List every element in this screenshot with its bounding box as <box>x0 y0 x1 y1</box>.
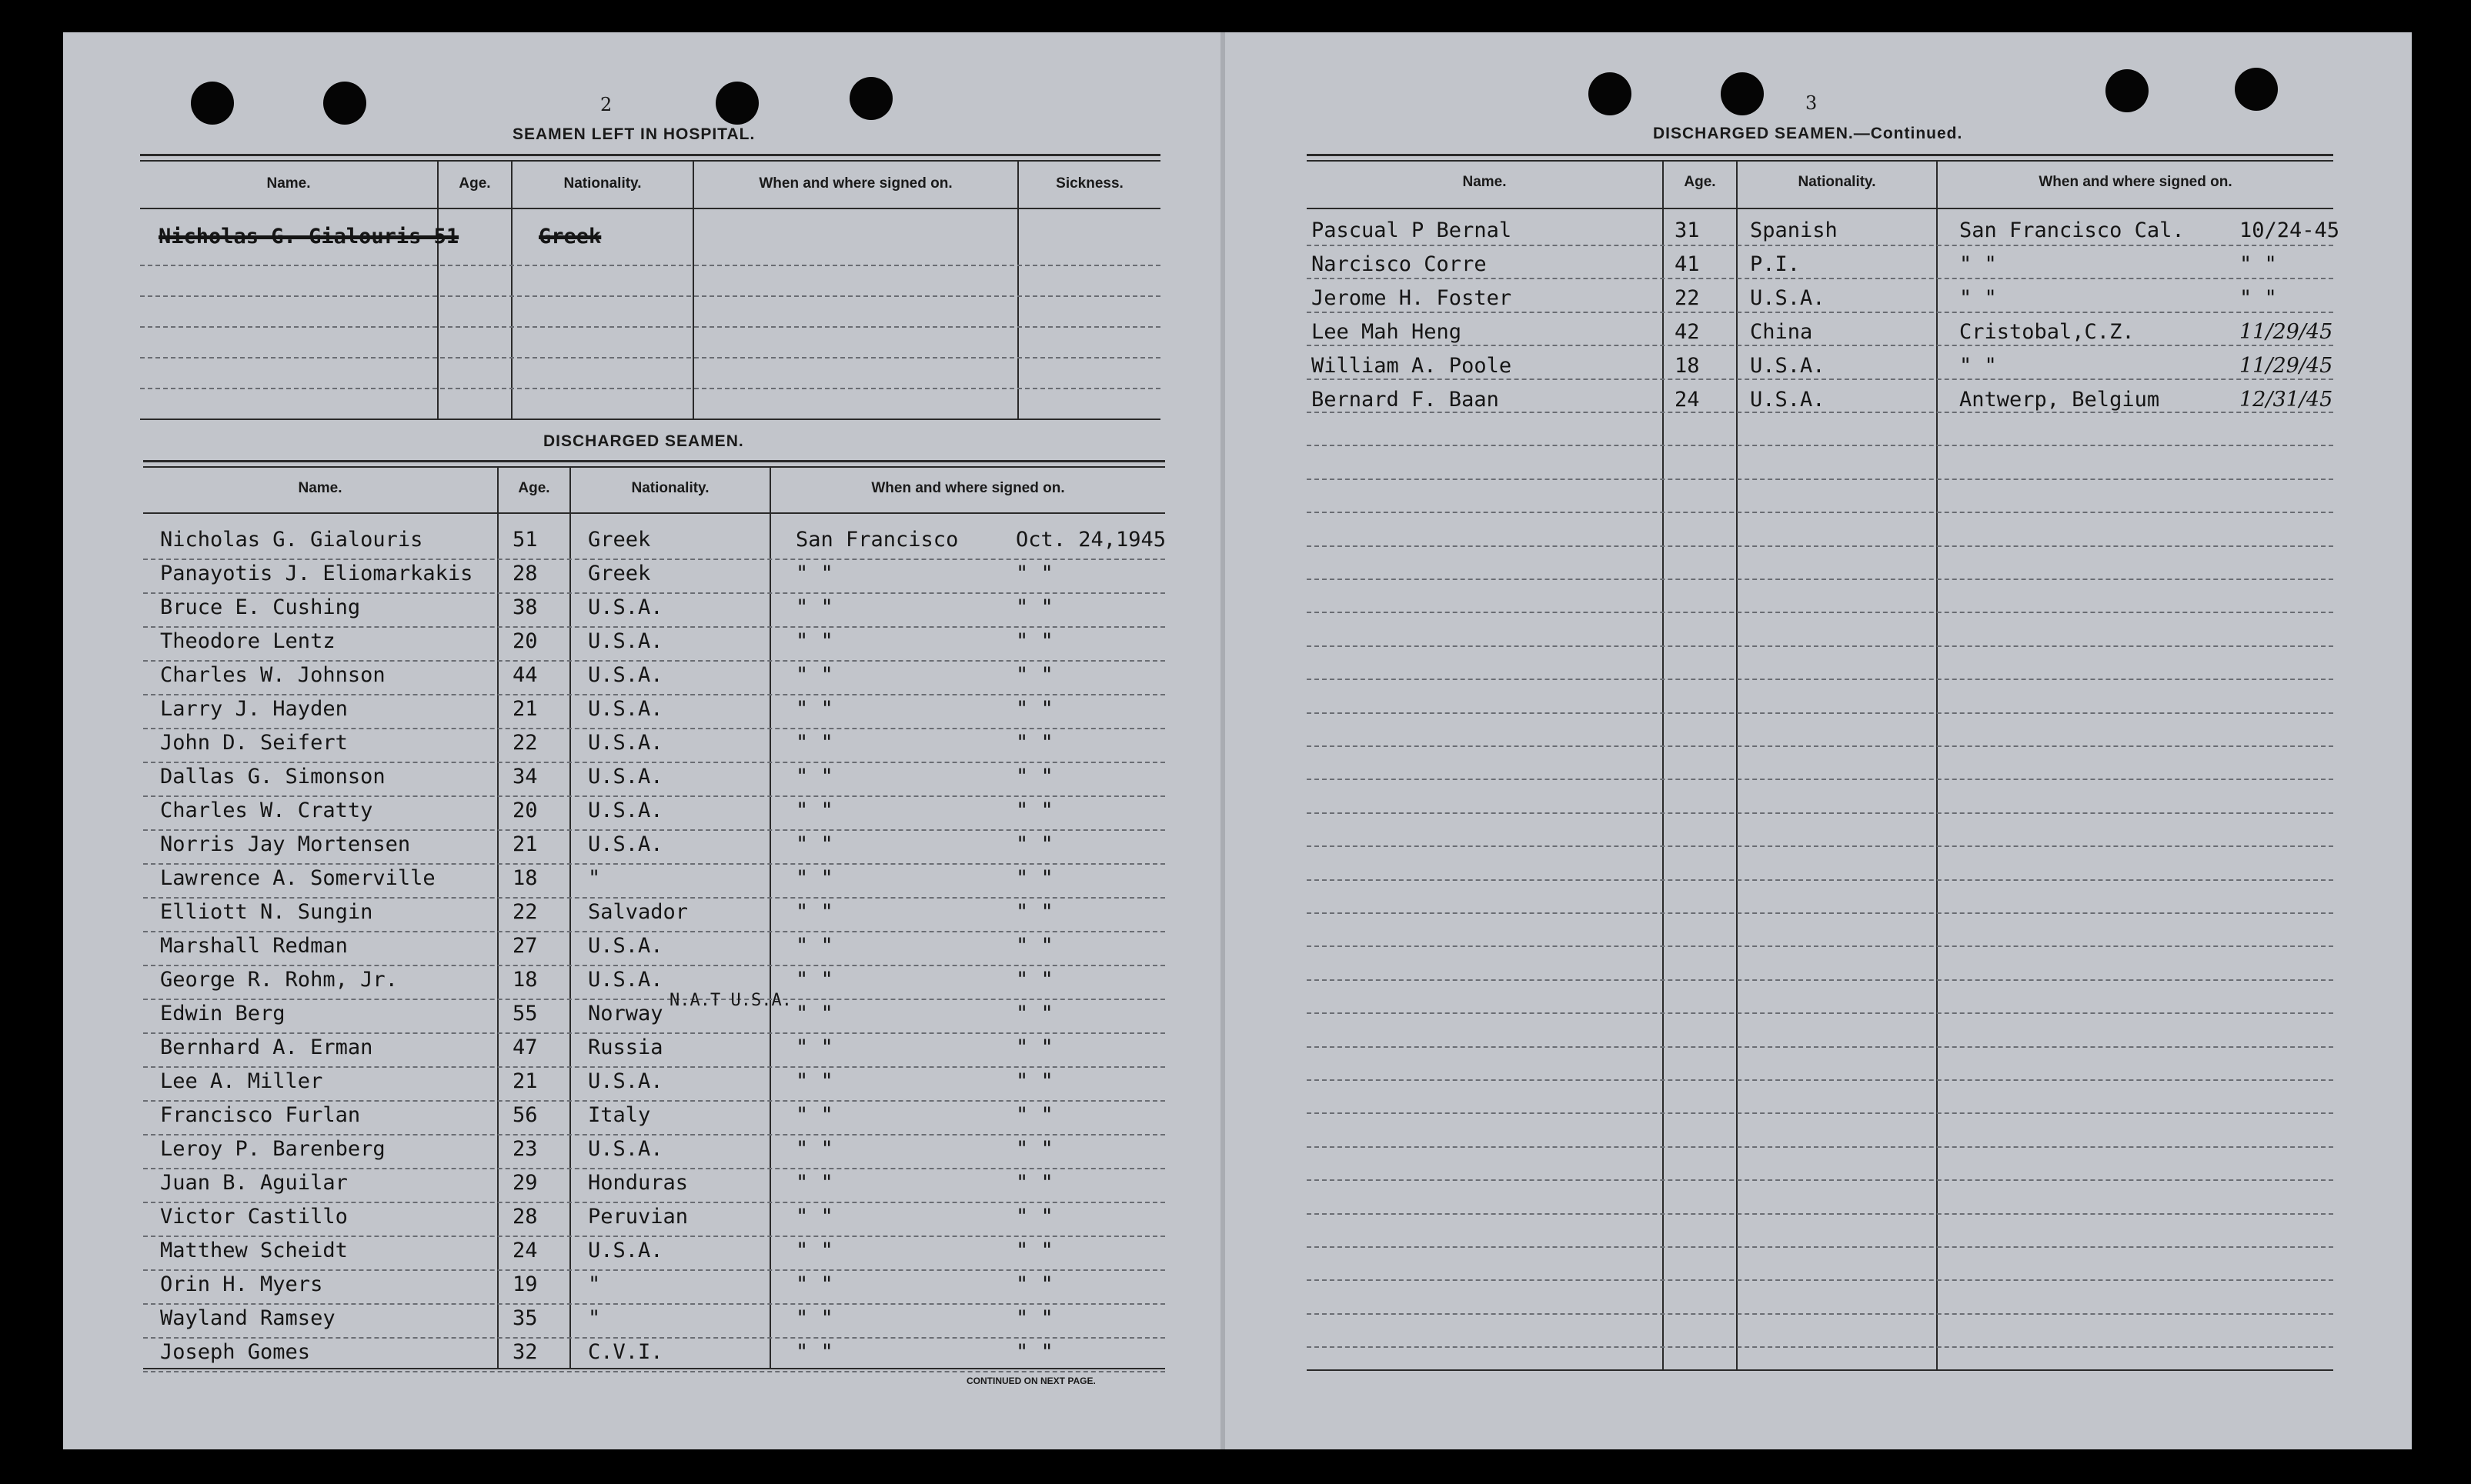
ruling <box>1307 1246 2333 1248</box>
seaman-age: 28 <box>513 1205 538 1229</box>
punch-hole <box>1721 72 1764 115</box>
seaman-signed-place: " " <box>796 1035 833 1059</box>
seaman-age: 56 <box>513 1103 538 1127</box>
punch-hole <box>191 82 234 125</box>
rule <box>143 466 1165 468</box>
ruling <box>143 1134 1165 1136</box>
ruling <box>140 295 1160 297</box>
seaman-signed-date: " " <box>1016 1069 1054 1093</box>
seaman-signed-date: " " <box>1016 900 1054 924</box>
ruling <box>1307 879 2333 881</box>
seaman-nationality: Norway <box>588 1002 663 1025</box>
seaman-name: Nicholas G. Gialouris <box>160 528 423 552</box>
seaman-signed-date: " " <box>1016 1306 1054 1330</box>
ruling <box>1307 1112 2333 1114</box>
seaman-name: Jerome H. Foster <box>1311 286 1512 310</box>
seaman-signed-place: " " <box>796 1171 833 1195</box>
ruling <box>1307 479 2333 480</box>
seaman-name: George R. Rohm, Jr. <box>160 968 398 992</box>
seaman-nationality: U.S.A. <box>588 697 663 721</box>
seaman-name: Lee Mah Heng <box>1311 320 1462 344</box>
hospital-col-nationality: Nationality. <box>563 175 642 192</box>
seaman-signed-place: " " <box>1959 252 1997 276</box>
ruling <box>1307 745 2333 747</box>
seaman-signed-place: San Francisco <box>796 528 959 552</box>
ruling <box>143 1269 1165 1271</box>
seaman-nationality: P.I. <box>1750 252 1801 276</box>
seaman-age: 42 <box>1675 320 1700 344</box>
seaman-signed-date: " " <box>1016 1002 1054 1025</box>
seaman-name: Theodore Lentz <box>160 629 336 653</box>
seaman-signed-place: San Francisco Cal. <box>1959 218 2185 242</box>
ruling <box>143 1371 1165 1372</box>
seaman-name: Orin H. Myers <box>160 1272 323 1296</box>
ruling <box>143 660 1165 662</box>
ruling <box>143 592 1165 594</box>
ruling <box>143 1337 1165 1339</box>
ruling <box>1307 278 2333 279</box>
seaman-signed-place: Antwerp, Belgium <box>1959 388 2160 412</box>
seaman-signed-date: " " <box>1016 731 1054 755</box>
seaman-signed-date: " " <box>1016 595 1054 619</box>
seaman-nationality: Peruvian <box>588 1205 689 1229</box>
rule <box>1307 1369 2333 1371</box>
seaman-name: Juan B. Aguilar <box>160 1171 348 1195</box>
right-col-signed-on: When and where signed on. <box>2039 174 2232 190</box>
seaman-signed-date: " " <box>1016 1205 1054 1229</box>
hospital-col-signed-on: When and where signed on. <box>759 175 953 192</box>
seaman-nationality: " <box>588 1306 601 1330</box>
seaman-age: 32 <box>513 1340 538 1364</box>
seaman-signed-date: 10/24-45 <box>2239 218 2340 242</box>
continued-note: CONTINUED ON NEXT PAGE. <box>967 1376 1096 1386</box>
seaman-name: Narcisco Corre <box>1311 252 1487 276</box>
seaman-nationality: Honduras <box>588 1171 689 1195</box>
discharged-col-age: Age. <box>518 480 550 496</box>
seaman-signed-date: 11/29/45 <box>2239 354 2333 378</box>
seaman-signed-place: " " <box>796 731 833 755</box>
seaman-age: 35 <box>513 1306 538 1330</box>
seaman-signed-date: " " <box>1016 1239 1054 1262</box>
seaman-naturalized-note: N.A.T U.S.A. <box>670 991 792 1010</box>
seaman-signed-place: " " <box>796 866 833 890</box>
seaman-signed-place: " " <box>796 697 833 721</box>
seaman-age: 22 <box>1675 286 1700 310</box>
seaman-signed-place: " " <box>796 1205 833 1229</box>
seaman-name: Matthew Scheidt <box>160 1239 348 1262</box>
seaman-signed-date: " " <box>1016 1137 1054 1161</box>
ruling <box>1307 945 2333 947</box>
ruling <box>1307 579 2333 580</box>
ruling <box>1307 1213 2333 1215</box>
column-divider <box>693 160 694 419</box>
seaman-name: Lawrence A. Somerville <box>160 866 436 890</box>
seaman-age: 20 <box>513 629 538 653</box>
seaman-nationality: " <box>588 1272 601 1296</box>
seaman-age: 51 <box>513 528 538 552</box>
ruling <box>1307 1346 2333 1348</box>
ruling <box>143 999 1165 1000</box>
punch-hole <box>850 77 893 120</box>
seaman-signed-date: " " <box>1016 934 1054 958</box>
ruling <box>143 559 1165 560</box>
ruling <box>140 388 1160 389</box>
rule <box>140 208 1160 209</box>
seaman-signed-place: Cristobal,C.Z. <box>1959 320 2135 344</box>
seaman-name: Charles W. Johnson <box>160 663 386 687</box>
seaman-nationality: U.S.A. <box>588 1137 663 1161</box>
seaman-name: Leroy P. Barenberg <box>160 1137 386 1161</box>
ruling <box>1307 845 2333 847</box>
seaman-name: Pascual P Bernal <box>1311 218 1512 242</box>
hospital-col-sickness: Sickness. <box>1056 175 1124 192</box>
seaman-age: 18 <box>513 866 538 890</box>
hospital-section-title: SEAMEN LEFT IN HOSPITAL. <box>513 125 756 143</box>
seaman-nationality: Greek <box>588 562 651 585</box>
seaman-signed-date: 11/29/45 <box>2239 320 2333 344</box>
seaman-nationality: U.S.A. <box>588 832 663 856</box>
rule <box>140 154 1160 156</box>
seaman-signed-place: " " <box>796 1002 833 1025</box>
punch-hole <box>716 82 759 125</box>
seaman-age: 18 <box>513 968 538 992</box>
seaman-name: Wayland Ramsey <box>160 1306 336 1330</box>
seaman-name: Marshall Redman <box>160 934 348 958</box>
seaman-signed-place: " " <box>796 900 833 924</box>
discharged-section-title: DISCHARGED SEAMEN. <box>543 432 744 450</box>
ruling <box>143 795 1165 797</box>
seaman-age: 34 <box>513 765 538 789</box>
seaman-name: Charles W. Cratty <box>160 799 373 822</box>
ruling <box>1307 345 2333 346</box>
ruling <box>143 863 1165 865</box>
rule <box>1307 160 2333 162</box>
seaman-nationality: Russia <box>588 1035 663 1059</box>
column-divider <box>770 466 771 1368</box>
seaman-age: 24 <box>1675 388 1700 412</box>
seaman-signed-date: " " <box>1016 799 1054 822</box>
hospital-col-name: Name. <box>266 175 311 192</box>
page-number-right: 3 <box>1805 92 1818 114</box>
ruling <box>1307 1313 2333 1315</box>
seaman-nationality: U.S.A. <box>1750 286 1825 310</box>
seaman-name: Bruce E. Cushing <box>160 595 361 619</box>
ruling <box>1307 379 2333 380</box>
ruling <box>1307 712 2333 714</box>
seaman-nationality: U.S.A. <box>588 1069 663 1093</box>
seaman-age: 29 <box>513 1171 538 1195</box>
seaman-nationality: U.S.A. <box>588 1239 663 1262</box>
ruling <box>1307 912 2333 914</box>
ruling <box>143 1236 1165 1237</box>
ruling <box>143 762 1165 763</box>
hospital-entry-name-struck: Nicholas G. Gialouris 51 <box>159 225 459 248</box>
seaman-signed-date: " " <box>1016 697 1054 721</box>
seaman-signed-date: Oct. 24,1945 <box>1016 528 1167 552</box>
seaman-nationality: Italy <box>588 1103 651 1127</box>
column-divider <box>1736 160 1738 1369</box>
seaman-name: John D. Seifert <box>160 731 348 755</box>
ruling <box>1307 1046 2333 1048</box>
seaman-signed-date: 12/31/45 <box>2239 388 2333 412</box>
column-divider <box>1936 160 1938 1369</box>
right-col-age: Age. <box>1684 174 1716 190</box>
page-number-left: 2 <box>600 94 613 115</box>
seaman-signed-place: " " <box>796 562 833 585</box>
ruling <box>143 1303 1165 1305</box>
seaman-nationality: Greek <box>588 528 651 552</box>
right-col-name: Name. <box>1462 174 1507 190</box>
ruling <box>1307 1179 2333 1181</box>
ruling <box>143 728 1165 729</box>
seaman-age: 38 <box>513 595 538 619</box>
seaman-signed-place: " " <box>796 1340 833 1364</box>
seaman-nationality: " <box>588 866 601 890</box>
discharged-col-name: Name. <box>298 480 342 496</box>
seaman-nationality: Salvador <box>588 900 689 924</box>
seaman-signed-date: " " <box>2239 286 2277 310</box>
ruling <box>143 626 1165 628</box>
seaman-signed-date: " " <box>1016 765 1054 789</box>
seaman-signed-place: " " <box>796 1137 833 1161</box>
seaman-nationality: U.S.A. <box>588 629 663 653</box>
seaman-signed-date: " " <box>1016 1035 1054 1059</box>
punch-hole <box>2235 68 2278 111</box>
seaman-age: 24 <box>513 1239 538 1262</box>
column-divider <box>1662 160 1664 1369</box>
rule <box>140 160 1160 162</box>
ruling <box>1307 512 2333 513</box>
seaman-signed-date: " " <box>1016 832 1054 856</box>
ruling <box>1307 779 2333 780</box>
ruling <box>143 1202 1165 1203</box>
seaman-signed-place: " " <box>1959 286 1997 310</box>
rule <box>143 460 1165 462</box>
seaman-name: Lee A. Miller <box>160 1069 323 1093</box>
seaman-signed-place: " " <box>796 765 833 789</box>
ruling <box>143 1066 1165 1068</box>
rule <box>1307 154 2333 156</box>
page-gutter <box>1220 32 1225 1449</box>
discharged-col-nationality: Nationality. <box>631 480 710 496</box>
seaman-signed-date: " " <box>1016 1103 1054 1127</box>
seaman-name: Edwin Berg <box>160 1002 286 1025</box>
seaman-nationality: U.S.A. <box>588 731 663 755</box>
seaman-age: 27 <box>513 934 538 958</box>
seaman-age: 31 <box>1675 218 1700 242</box>
seaman-nationality: U.S.A. <box>588 968 663 992</box>
rule <box>143 512 1165 514</box>
seaman-name: Larry J. Hayden <box>160 697 348 721</box>
seaman-nationality: U.S.A. <box>588 663 663 687</box>
seaman-age: 19 <box>513 1272 538 1296</box>
seaman-nationality: China <box>1750 320 1813 344</box>
ruling <box>143 897 1165 899</box>
seaman-nationality: U.S.A. <box>1750 388 1825 412</box>
seaman-signed-place: " " <box>796 1306 833 1330</box>
seaman-age: 55 <box>513 1002 538 1025</box>
seaman-signed-place: " " <box>796 663 833 687</box>
seaman-name: Bernhard A. Erman <box>160 1035 373 1059</box>
seaman-signed-date: " " <box>2239 252 2277 276</box>
ruling <box>143 694 1165 695</box>
ruling <box>143 931 1165 932</box>
ruling <box>1307 445 2333 446</box>
ruling <box>1307 545 2333 547</box>
seaman-name: Dallas G. Simonson <box>160 765 386 789</box>
rule <box>1307 208 2333 209</box>
seaman-signed-place: " " <box>796 595 833 619</box>
ruling <box>1307 612 2333 613</box>
ruling <box>1307 312 2333 313</box>
seaman-signed-date: " " <box>1016 1272 1054 1296</box>
seaman-nationality: U.S.A. <box>588 799 663 822</box>
seaman-signed-place: " " <box>1959 354 1997 378</box>
seaman-nationality: Spanish <box>1750 218 1838 242</box>
ruling <box>143 1168 1165 1169</box>
seaman-signed-date: " " <box>1016 663 1054 687</box>
seaman-age: 20 <box>513 799 538 822</box>
seaman-age: 44 <box>513 663 538 687</box>
seaman-age: 18 <box>1675 354 1700 378</box>
seaman-name: Elliott N. Sungin <box>160 900 373 924</box>
seaman-signed-place: " " <box>796 1272 833 1296</box>
ruling <box>143 1032 1165 1034</box>
seaman-name: Francisco Furlan <box>160 1103 361 1127</box>
ruling <box>1307 979 2333 981</box>
seaman-nationality: U.S.A. <box>1750 354 1825 378</box>
seaman-name: Panayotis J. Eliomarkakis <box>160 562 473 585</box>
ruling <box>1307 1279 2333 1281</box>
seaman-age: 28 <box>513 562 538 585</box>
hospital-col-age: Age. <box>459 175 491 192</box>
seaman-age: 41 <box>1675 252 1700 276</box>
ruling <box>140 357 1160 358</box>
ruling <box>143 1100 1165 1102</box>
seaman-signed-place: " " <box>796 934 833 958</box>
seaman-signed-date: " " <box>1016 1340 1054 1364</box>
seaman-signed-place: " " <box>796 832 833 856</box>
seaman-nationality: U.S.A. <box>588 765 663 789</box>
right-col-nationality: Nationality. <box>1798 174 1876 190</box>
ruling <box>1307 1079 2333 1081</box>
seaman-name: Victor Castillo <box>160 1205 348 1229</box>
ruling <box>143 829 1165 831</box>
column-divider <box>437 160 439 419</box>
ruling <box>1307 679 2333 680</box>
ruling <box>140 265 1160 266</box>
discharged-col-signed-on: When and where signed on. <box>871 480 1065 496</box>
ruling <box>1307 645 2333 647</box>
seaman-signed-date: " " <box>1016 866 1054 890</box>
ruling <box>1307 412 2333 413</box>
seaman-nationality: U.S.A. <box>588 595 663 619</box>
seaman-age: 21 <box>513 1069 538 1093</box>
ruling <box>1307 1012 2333 1014</box>
punch-hole <box>1588 72 1631 115</box>
seaman-name: Bernard F. Baan <box>1311 388 1499 412</box>
column-divider <box>569 466 571 1368</box>
seaman-nationality: U.S.A. <box>588 934 663 958</box>
discharged-continued-title: DISCHARGED SEAMEN.—Continued. <box>1653 125 1963 142</box>
column-divider <box>1017 160 1019 419</box>
seaman-signed-place: " " <box>796 1239 833 1262</box>
ruling <box>143 965 1165 966</box>
seaman-name: William A. Poole <box>1311 354 1512 378</box>
seaman-signed-date: " " <box>1016 562 1054 585</box>
seaman-signed-place: " " <box>796 968 833 992</box>
seaman-age: 21 <box>513 697 538 721</box>
ruling <box>140 326 1160 328</box>
ruling <box>1307 812 2333 814</box>
column-divider <box>511 160 513 419</box>
seaman-signed-date: " " <box>1016 1171 1054 1195</box>
seaman-name: Joseph Gomes <box>160 1340 311 1364</box>
seaman-signed-place: " " <box>796 1069 833 1093</box>
hospital-entry-nationality-struck: Greek <box>539 225 602 248</box>
seaman-signed-place: " " <box>796 1103 833 1127</box>
punch-hole <box>2105 69 2149 112</box>
seaman-signed-date: " " <box>1016 629 1054 653</box>
seaman-age: 22 <box>513 731 538 755</box>
ruling <box>1307 1146 2333 1148</box>
rule <box>140 419 1160 420</box>
seaman-signed-place: " " <box>796 799 833 822</box>
seaman-signed-date: " " <box>1016 968 1054 992</box>
punch-hole <box>323 82 366 125</box>
seaman-nationality: C.V.I. <box>588 1340 663 1364</box>
seaman-name: Norris Jay Mortensen <box>160 832 411 856</box>
seaman-age: 21 <box>513 832 538 856</box>
rule <box>143 1368 1165 1369</box>
seaman-age: 23 <box>513 1137 538 1161</box>
column-divider <box>497 466 499 1368</box>
seaman-signed-place: " " <box>796 629 833 653</box>
seaman-age: 22 <box>513 900 538 924</box>
seaman-age: 47 <box>513 1035 538 1059</box>
ruling <box>1307 245 2333 246</box>
